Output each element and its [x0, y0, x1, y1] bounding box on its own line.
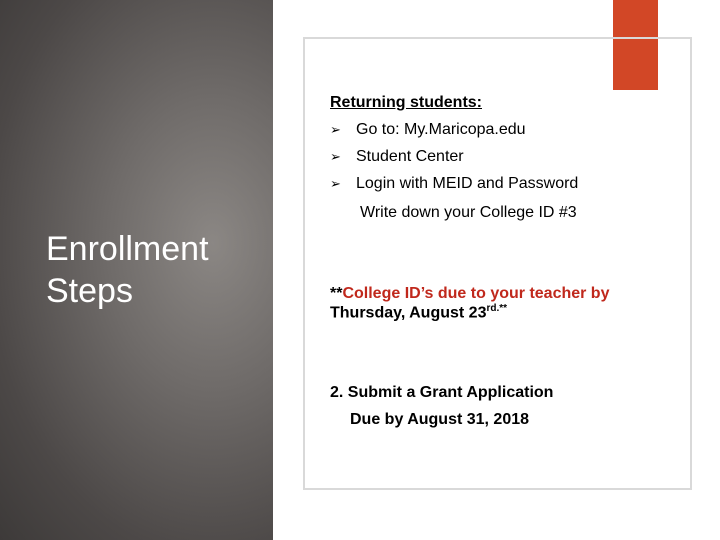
grant-due-date: Due by August 31, 2018: [350, 411, 530, 428]
slide-title-line-2: Steps: [46, 272, 133, 310]
arrowhead-bullet-icon: ➢: [330, 176, 341, 191]
bullet-item: [330, 148, 464, 166]
bullet-text: Login with MEID and Password: [356, 175, 579, 192]
college-id-step: Write down your College ID #3: [360, 204, 577, 221]
bullet-item: [330, 175, 578, 193]
due-note-date: Thursday, August 23: [330, 304, 487, 322]
due-note-red-text: College ID’s due to your teacher by: [342, 285, 610, 302]
slide-title-line-1: Enrollment: [46, 230, 209, 268]
due-note-line-1: [330, 286, 609, 301]
due-note-line-2: [330, 301, 609, 320]
grant-application-step: 2. Submit a Grant Application: [330, 384, 554, 401]
bullet-text: Go to: My.Maricopa.edu: [356, 121, 526, 138]
bullet-item: [330, 121, 526, 139]
returning-students-heading: Returning students:: [330, 94, 482, 111]
arrowhead-bullet-icon: ➢: [330, 149, 341, 164]
college-id-due-note: [330, 286, 609, 320]
arrowhead-bullet-icon: ➢: [330, 122, 341, 137]
slide-title: [46, 228, 266, 312]
due-note-superscript: rd.**: [486, 303, 508, 314]
due-note-prefix: **: [330, 285, 343, 302]
bullet-text: Student Center: [356, 148, 464, 165]
